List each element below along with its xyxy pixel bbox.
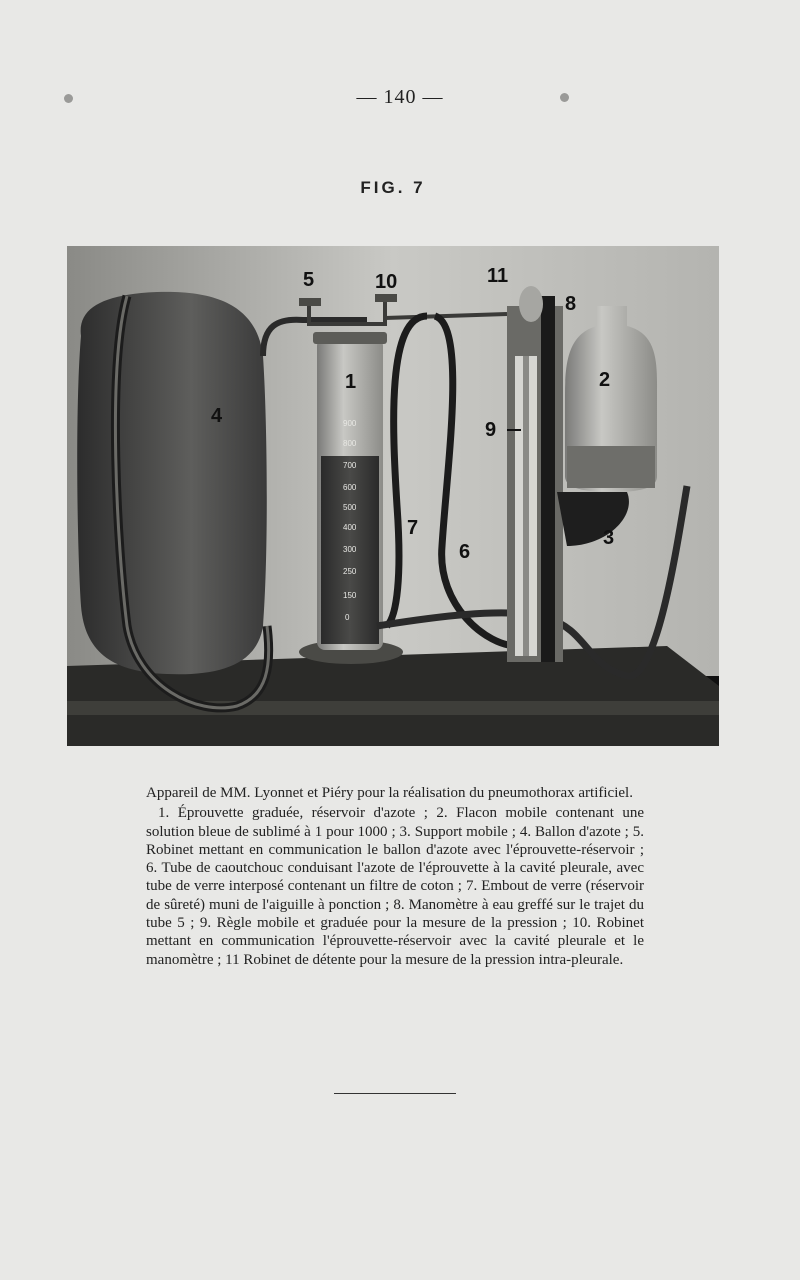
scale-label: 500 bbox=[343, 503, 357, 512]
callout-10: 10 bbox=[375, 271, 398, 293]
scale-label: 250 bbox=[343, 567, 357, 576]
scale-label: 600 bbox=[343, 483, 357, 492]
callout-6: 6 bbox=[459, 541, 471, 563]
scale-label: 700 bbox=[343, 461, 357, 470]
scale-label: 800 bbox=[343, 439, 357, 448]
callout-1: 1 bbox=[345, 371, 357, 393]
callout-8: 8 bbox=[565, 293, 577, 315]
callout-3: 3 bbox=[603, 527, 615, 549]
caption-legend: 1. Éprouvette graduée, réservoir d'azote ; 2. Flacon mobile contenant une solution bleue de sublimé à 1 pour 1000 ; 3. Support mobile ; 4. Ballon d'azote ; 5. Robinet mettant en communication le ballon d'azote avec l'éprouvette-réservoir ; 6. Tube de caoutchouc conduisant l'azote de l'éprouvette à la cavité pleurale, avec tube de verre interposé contenant un filtre de coton ; 7. Embout de verre (réservoir de sûreté) muni de l'aiguille à ponction ; 8. Manomètre à eau greffé sur le trajet du tube 5 ; 9. Règle mobile et graduée pour la mesure de la pression ; 10. Robinet mettant en communication l'éprouvette-réservoir avec la cavité pleurale et le manomètre ; 11 Robinet de détente pour la mesure de la pression intra-pleurale. bbox=[146, 805, 644, 968]
figure-label: FIG. 7 bbox=[360, 178, 426, 197]
callout-2: 2 bbox=[599, 369, 611, 391]
scale-label: 150 bbox=[343, 591, 357, 600]
callout-5: 5 bbox=[303, 269, 315, 291]
scale-label: 400 bbox=[343, 523, 357, 532]
apparatus-photograph bbox=[67, 246, 719, 746]
scale-label: 900 bbox=[343, 419, 357, 428]
callout-11: 11 bbox=[487, 265, 509, 287]
callout-4: 4 bbox=[211, 405, 223, 427]
figure-caption bbox=[146, 784, 644, 969]
scale-label: 0 bbox=[345, 613, 350, 622]
section-divider bbox=[334, 1093, 456, 1094]
caption-title: Appareil de MM. Lyonnet et Piéry pour la réalisation du pneumothorax artificiel. bbox=[146, 785, 633, 801]
callout-9: 9 bbox=[485, 419, 497, 441]
callout-7: 7 bbox=[407, 517, 419, 539]
apparatus-illustration bbox=[67, 246, 719, 746]
scale-label: 300 bbox=[343, 545, 357, 554]
page-number: — 140 — bbox=[356, 86, 444, 108]
